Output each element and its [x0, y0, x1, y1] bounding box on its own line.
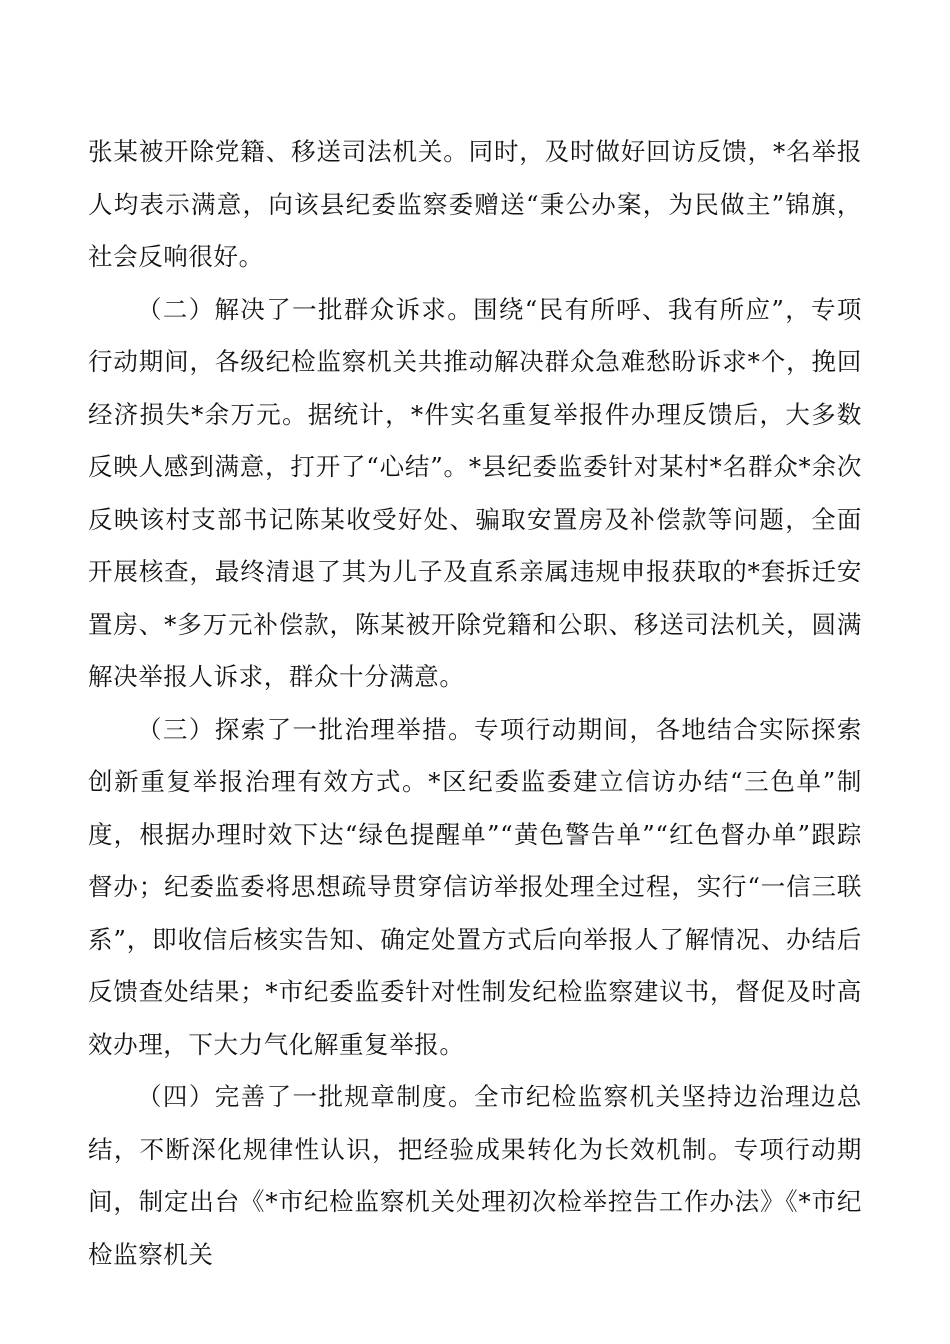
document-body: [88, 126, 862, 1281]
paragraph-section-3: （三）探索了一批治理举措。专项行动期间，各地结合实际探索创新重复举报治理有效方式。*区纪委监委建立信访办结“三色单”制度，根据办理时效下达“绿色提醒单”“黄色警告单”“红色督办单”跟踪督办；纪委监委将思想疏导贯穿信访举报处理全过程，实行“一信三联系”，即收信后核实告知、确定处置方式后向举报人了解情况、办结后反馈查处结果；*市纪委监委针对性制发纪检监察建议书，督促及时高效办理，下大力气化解重复举报。: [88, 714, 862, 1059]
paragraph-continuation: 张某被开除党籍、移送司法机关。同时，及时做好回访反馈，*名举报人均表示满意，向该县纪委监察委赠送“秉公办案，为民做主”锦旗，社会反响很好。: [88, 137, 862, 271]
paragraph-section-4: （四）完善了一批规章制度。全市纪检监察机关坚持边治理边总结，不断深化规律性认识，把经验成果转化为长效机制。专项行动期间，制定出台《*市纪检监察机关处理初次检举控告工作办法》《*市纪检监察机关: [88, 1082, 862, 1269]
paragraph-section-2: （二）解决了一批群众诉求。围绕“民有所呼、我有所应”，专项行动期间，各级纪检监察机关共推动解决群众急难愁盼诉求*个，挽回经济损失*余万元。据统计，*件实名重复举报件办理反馈后，大多数反映人感到满意，打开了“心结”。*县纪委监委针对某村*名群众*余次反映该村支部书记陈某收受好处、骗取安置房及补偿款等问题，全面开展核查，最终清退了其为儿子及直系亲属违规申报获取的*套拆迁安置房、*多万元补偿款，陈某被开除党籍和公职、移送司法机关，圆满解决举报人诉求，群众十分满意。: [88, 294, 862, 691]
